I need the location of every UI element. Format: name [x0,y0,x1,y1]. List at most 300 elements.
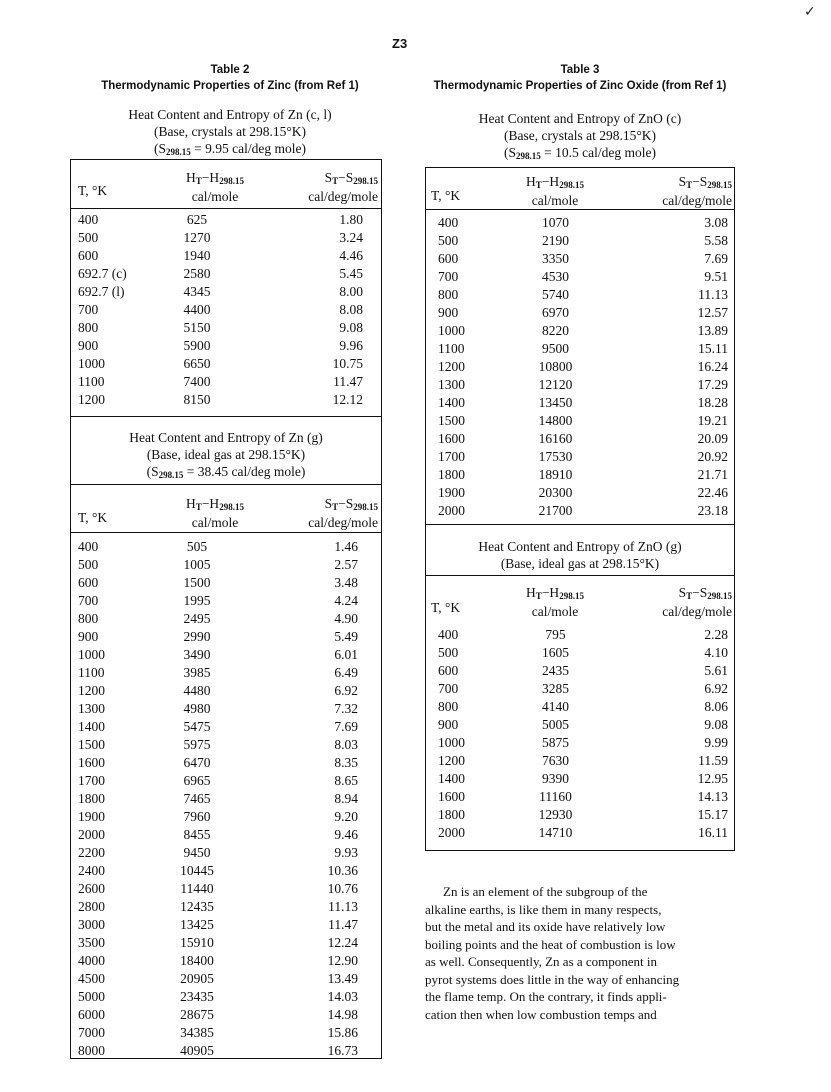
cell-temperature: 400 [78,212,99,227]
cell-heat-content: 8220 [542,323,569,338]
cell-temperature: 1600 [78,755,105,770]
cell-temperature: 1500 [78,737,105,752]
cell-temperature: 600 [438,663,459,678]
cell-entropy: 13.49 [327,971,358,986]
cell-entropy: 15.11 [698,341,728,356]
cell-temperature: 5000 [78,989,105,1004]
table-row [78,319,378,337]
table-row [428,394,728,412]
table-row [78,862,378,880]
table-row [78,301,378,319]
cell-entropy: 12.57 [697,305,728,320]
cell-heat-content: 8150 [183,392,211,407]
table-2-label: Table 2 [210,64,250,76]
table-row [428,662,728,680]
paragraph-line: but the metal and its oxide have relatively low [425,919,666,934]
cell-temperature: 692.7 (c) [78,266,127,281]
zn-gas-rows [78,538,378,1060]
cell-entropy: 6.01 [334,647,358,662]
cell-temperature: 2000 [78,827,105,842]
cell-temperature: 1000 [78,356,105,371]
col-header-heat-content: HT−H298.15 cal/mole [186,170,244,204]
col-header-temperature: T, °K [431,600,461,615]
cell-temperature: 400 [438,215,459,230]
cell-entropy: 8.06 [704,699,728,714]
cell-entropy: 5.45 [339,266,363,281]
table-row [428,680,728,698]
cell-heat-content: 5150 [183,320,211,335]
section-rule [425,524,735,525]
cell-heat-content: 2190 [542,233,569,248]
cell-temperature: 900 [438,717,459,732]
table-row [428,698,728,716]
table-row [428,644,728,662]
header-rule [425,209,735,210]
cell-heat-content: 13450 [538,395,573,410]
cell-heat-content: 2435 [542,663,569,678]
cell-heat-content: 795 [545,627,566,642]
cell-temperature: 1600 [438,431,465,446]
cell-entropy: 9.93 [334,845,358,860]
table-row [428,214,728,232]
cell-entropy: 4.90 [334,611,358,626]
table-row [428,268,728,286]
table-row [78,391,378,409]
table-row [428,322,728,340]
table-row [78,934,378,952]
cell-temperature: 1000 [438,735,465,750]
table-row [428,806,728,824]
cell-temperature: 500 [438,645,459,660]
cell-temperature: 1500 [438,413,465,428]
cell-temperature: 4000 [78,953,105,968]
cell-heat-content: 4980 [183,701,211,716]
paragraph-line: pyrot systems does little in the way of enhancing [425,971,680,987]
cell-temperature: 500 [78,230,99,245]
table-row [78,898,378,916]
cell-heat-content: 23435 [180,989,214,1004]
cell-heat-content: 7465 [183,791,211,806]
cell-temperature: 900 [78,338,99,353]
cell-entropy: 9.46 [334,827,358,842]
table-row [78,880,378,898]
cell-entropy: 10.75 [332,356,363,371]
cell-heat-content: 4345 [183,284,211,299]
table-row [428,250,728,268]
table-row [78,211,378,229]
cell-heat-content: 6970 [542,305,569,320]
cell-temperature: 800 [78,611,99,626]
table-row [78,700,378,718]
col-header-entropy: ST−S298.15 cal/deg/mole [662,174,732,208]
cell-heat-content: 21700 [538,503,573,518]
cell-heat-content: 5975 [183,737,211,752]
cell-heat-content: 5900 [183,338,211,353]
zn-condensed-base: (Base, crystals at 298.15°K) [154,124,306,139]
table-row [428,788,728,806]
cell-heat-content: 11160 [539,789,572,804]
cell-temperature: 1300 [438,377,465,392]
cell-entropy: 18.28 [697,395,728,410]
cell-entropy: 13.89 [697,323,728,338]
cell-heat-content: 8455 [183,827,211,842]
cell-temperature: 600 [78,575,99,590]
cell-heat-content: 28675 [180,1007,214,1022]
cell-temperature: 1100 [438,341,465,356]
cell-entropy: 6.49 [334,665,358,680]
cell-temperature: 7000 [78,1025,105,1040]
cell-entropy: 11.13 [328,899,358,914]
zno-gas-rows [428,626,728,842]
cell-entropy: 9.51 [704,269,728,284]
table-row [78,826,378,844]
cell-heat-content: 1605 [542,645,569,660]
cell-entropy: 8.65 [334,773,358,788]
cell-entropy: 5.61 [704,663,728,678]
paragraph-line: boiling points and the heat of combustion is low [425,936,676,952]
cell-heat-content: 6965 [183,773,211,788]
body-paragraph [425,883,745,1023]
table-row [78,373,378,391]
cell-temperature: 1800 [438,467,465,482]
table-row [428,358,728,376]
cell-temperature: 4500 [78,971,105,986]
cell-entropy: 9.96 [339,338,363,353]
col-header-temperature: T, °K [431,188,461,203]
table-row [428,376,728,394]
table-row [428,286,728,304]
cell-heat-content: 9450 [183,845,211,860]
cell-entropy: 4.10 [704,645,728,660]
zno-condensed-s298: (S298.15 = 10.5 cal/deg mole) [504,145,656,161]
cell-temperature: 2400 [78,863,105,878]
zno-condensed-base: (Base, crystals at 298.15°K) [504,128,656,143]
cell-entropy: 2.28 [704,627,728,642]
cell-heat-content: 3985 [183,665,211,680]
table-row [78,682,378,700]
cell-entropy: 8.00 [339,284,363,299]
cell-heat-content: 18400 [180,953,214,968]
paragraph-line: cation then when low combustion temps and [425,1006,657,1022]
cell-temperature: 1700 [438,449,465,464]
cell-heat-content: 16160 [538,431,573,446]
cell-heat-content: 9390 [542,771,569,786]
cell-entropy: 7.69 [704,251,728,266]
table-row [428,412,728,430]
cell-entropy: 8.03 [334,737,358,752]
table-row [78,844,378,862]
cell-heat-content: 10445 [180,863,214,878]
zno-gas-base: (Base, ideal gas at 298.15°K) [500,556,660,571]
table-row [78,988,378,1006]
table-row [78,736,378,754]
table-2-heading [70,62,390,94]
cell-heat-content: 34385 [180,1025,214,1040]
cell-heat-content: 3490 [183,647,211,662]
cell-temperature: 1300 [78,701,105,716]
table-row [428,716,728,734]
table-3-label: Table 3 [560,64,600,76]
cell-entropy: 6.92 [704,681,728,696]
table-row [78,229,378,247]
cell-temperature: 1100 [78,665,105,680]
cell-temperature: 1600 [438,789,465,804]
cell-temperature: 800 [438,699,459,714]
table-row [428,340,728,358]
cell-temperature: 2800 [78,899,105,914]
cell-temperature: 3000 [78,917,105,932]
cell-entropy: 9.99 [704,735,728,750]
cell-temperature: 900 [438,305,459,320]
table-row [428,752,728,770]
paragraph-line: alkaline earths, is like them in many respects, [425,901,662,917]
cell-heat-content: 15910 [180,935,214,950]
cell-entropy: 8.08 [339,302,363,317]
cell-heat-content: 5875 [542,735,569,750]
cell-heat-content: 20300 [538,485,573,500]
cell-temperature: 2000 [438,825,465,840]
cell-entropy: 16.11 [698,825,728,840]
cell-heat-content: 4140 [542,699,569,714]
cell-entropy: 22.46 [697,485,728,500]
cell-temperature: 900 [78,629,99,644]
cell-entropy: 23.18 [697,503,728,518]
table-row [78,610,378,628]
table-row [428,626,728,644]
table-row [78,1042,378,1060]
cell-heat-content: 7630 [542,753,569,768]
cell-temperature: 500 [438,233,459,248]
zno-condensed-title: Heat Content and Entropy of ZnO (c) [478,111,682,126]
cell-temperature: 3500 [78,935,105,950]
cell-heat-content: 1500 [183,575,211,590]
cell-heat-content: 2990 [183,629,211,644]
page-number: Z3 [392,36,408,51]
paragraph-line: the flame temp. On the contrary, it finds appli- [425,989,667,1004]
cell-heat-content: 505 [186,539,208,554]
cell-heat-content: 6650 [183,356,211,371]
cell-heat-content: 10800 [538,359,573,374]
cell-heat-content: 6470 [183,755,211,770]
cell-temperature: 800 [438,287,459,302]
cell-heat-content: 1070 [542,215,569,230]
cell-heat-content: 1940 [183,248,211,263]
header-rule [70,208,382,209]
table-3-heading [405,62,755,94]
cell-entropy: 3.08 [704,215,728,230]
cell-temperature: 800 [78,320,99,335]
cell-temperature: 1200 [78,683,105,698]
paragraph-line: Zn is an element of the subgroup of the [443,884,648,899]
table-row [428,734,728,752]
cell-temperature: 1200 [78,392,105,407]
table-row [78,772,378,790]
cell-temperature: 1800 [438,807,465,822]
cell-entropy: 12.24 [327,935,358,950]
table-row [78,664,378,682]
cell-entropy: 16.73 [327,1043,358,1058]
section-rule [425,575,735,576]
col-header-entropy: ST−S298.15 cal/deg/mole [308,170,378,204]
table-3-title: Thermodynamic Properties of Zinc Oxide (from Ref 1) [433,80,727,92]
col-header-temperature: T, °K [78,183,108,198]
cell-entropy: 21.71 [697,467,728,482]
table-row [78,1006,378,1024]
cell-heat-content: 4480 [183,683,211,698]
table-row [78,916,378,934]
cell-temperature: 1900 [438,485,465,500]
table-row [78,1024,378,1042]
cell-heat-content: 4400 [183,302,211,317]
col-header-entropy: ST−S298.15 cal/deg/mole [308,496,378,530]
cell-entropy: 4.24 [334,593,358,608]
col-header-heat-content: HT−H298.15 cal/mole [186,496,244,530]
cell-entropy: 14.98 [327,1007,358,1022]
cell-temperature: 1000 [78,647,105,662]
cell-heat-content: 20905 [180,971,214,986]
cell-heat-content: 7400 [183,374,211,389]
cell-temperature: 2000 [438,503,465,518]
table-row [78,556,378,574]
zno-condensed-subheading [425,110,735,165]
table-2-title: Thermodynamic Properties of Zinc (from Ref 1) [101,80,359,92]
table-row [428,232,728,250]
table-row [428,770,728,788]
cell-temperature: 6000 [78,1007,105,1022]
cell-entropy: 20.09 [697,431,728,446]
cell-temperature: 1700 [78,773,105,788]
col-header-temperature: T, °K [78,510,108,525]
cell-temperature: 400 [78,539,99,554]
table-row [428,824,728,842]
table-row [428,502,728,520]
header-rule [70,532,382,533]
cell-heat-content: 12120 [538,377,573,392]
zn-gas-title: Heat Content and Entropy of Zn (g) [129,430,323,445]
zn-condensed-subheading [70,106,390,161]
cell-entropy: 3.48 [334,575,358,590]
cell-entropy: 9.08 [339,320,363,335]
cell-temperature: 1400 [438,771,465,786]
cell-temperature: 1000 [438,323,465,338]
zn-condensed-s298: (S298.15 = 9.95 cal/deg mole) [154,141,306,157]
cell-temperature: 1100 [78,374,105,389]
cell-entropy: 20.92 [697,449,728,464]
col-header-heat-content: HT−H298.15 cal/mole [526,585,584,619]
zn-gas-base: (Base, ideal gas at 298.15°K) [146,447,306,462]
cell-entropy: 11.47 [333,374,363,389]
table-row [78,970,378,988]
cell-heat-content: 12435 [180,899,214,914]
cell-entropy: 9.08 [704,717,728,732]
cell-entropy: 10.36 [327,863,358,878]
cell-entropy: 2.57 [334,557,358,572]
table-row [78,754,378,772]
table-row [78,952,378,970]
table-row [78,265,378,283]
cell-heat-content: 11440 [180,881,214,896]
zno-condensed-rows [428,214,728,520]
table-row [428,466,728,484]
table-row [78,718,378,736]
cell-heat-content: 7960 [183,809,211,824]
cell-entropy: 14.13 [697,789,728,804]
cell-entropy: 7.32 [334,701,358,716]
col-header-entropy: ST−S298.15 cal/deg/mole [662,585,732,619]
table-row [78,628,378,646]
cell-entropy: 9.20 [334,809,358,824]
cell-temperature: 2200 [78,845,105,860]
cell-entropy: 16.24 [697,359,728,374]
section-rule [70,484,382,485]
cell-heat-content: 3350 [542,251,569,266]
cell-heat-content: 5005 [542,717,569,732]
table-row [78,355,378,373]
cell-entropy: 1.80 [339,212,363,227]
cell-heat-content: 9500 [542,341,569,356]
zn-gas-subheading [70,429,382,484]
cell-heat-content: 2580 [183,266,211,281]
cell-heat-content: 40905 [180,1043,214,1058]
cell-entropy: 14.03 [327,989,358,1004]
cell-entropy: 3.24 [339,230,363,245]
cell-entropy: 15.17 [697,807,728,822]
cell-heat-content: 1995 [183,593,211,608]
cell-entropy: 17.29 [697,377,728,392]
cell-entropy: 8.94 [334,791,358,806]
cell-entropy: 12.90 [327,953,358,968]
table-row [78,538,378,556]
cell-temperature: 1800 [78,791,105,806]
cell-temperature: 700 [78,593,99,608]
table-row [78,337,378,355]
col-header-heat-content: HT−H298.15 cal/mole [526,174,584,208]
cell-temperature: 692.7 (l) [78,284,125,299]
cell-heat-content: 1005 [183,557,211,572]
cell-entropy: 11.47 [328,917,358,932]
table-row [78,247,378,265]
cell-temperature: 700 [438,681,459,696]
zno-gas-title: Heat Content and Entropy of ZnO (g) [478,539,682,554]
section-rule [70,416,382,417]
cell-entropy: 12.12 [332,392,363,407]
zn-condensed-rows [78,211,378,409]
cell-entropy: 11.59 [698,753,728,768]
table-row [428,430,728,448]
cell-entropy: 4.46 [339,248,363,263]
cell-entropy: 10.76 [327,881,358,896]
cell-temperature: 1200 [438,753,465,768]
cell-temperature: 2600 [78,881,105,896]
table-row [428,448,728,466]
cell-entropy: 8.35 [334,755,358,770]
cell-entropy: 5.49 [334,629,358,644]
cell-entropy: 15.86 [327,1025,358,1040]
cell-entropy: 5.58 [704,233,728,248]
cell-temperature: 1200 [438,359,465,374]
zno-gas-subheading [425,538,735,572]
cell-heat-content: 17530 [538,449,573,464]
table-row [78,808,378,826]
cell-temperature: 600 [78,248,99,263]
cell-temperature: 400 [438,627,459,642]
cell-temperature: 700 [438,269,459,284]
cell-temperature: 700 [78,302,99,317]
table-row [78,574,378,592]
cell-temperature: 500 [78,557,99,572]
cell-heat-content: 5740 [542,287,569,302]
cell-heat-content: 14710 [538,825,573,840]
